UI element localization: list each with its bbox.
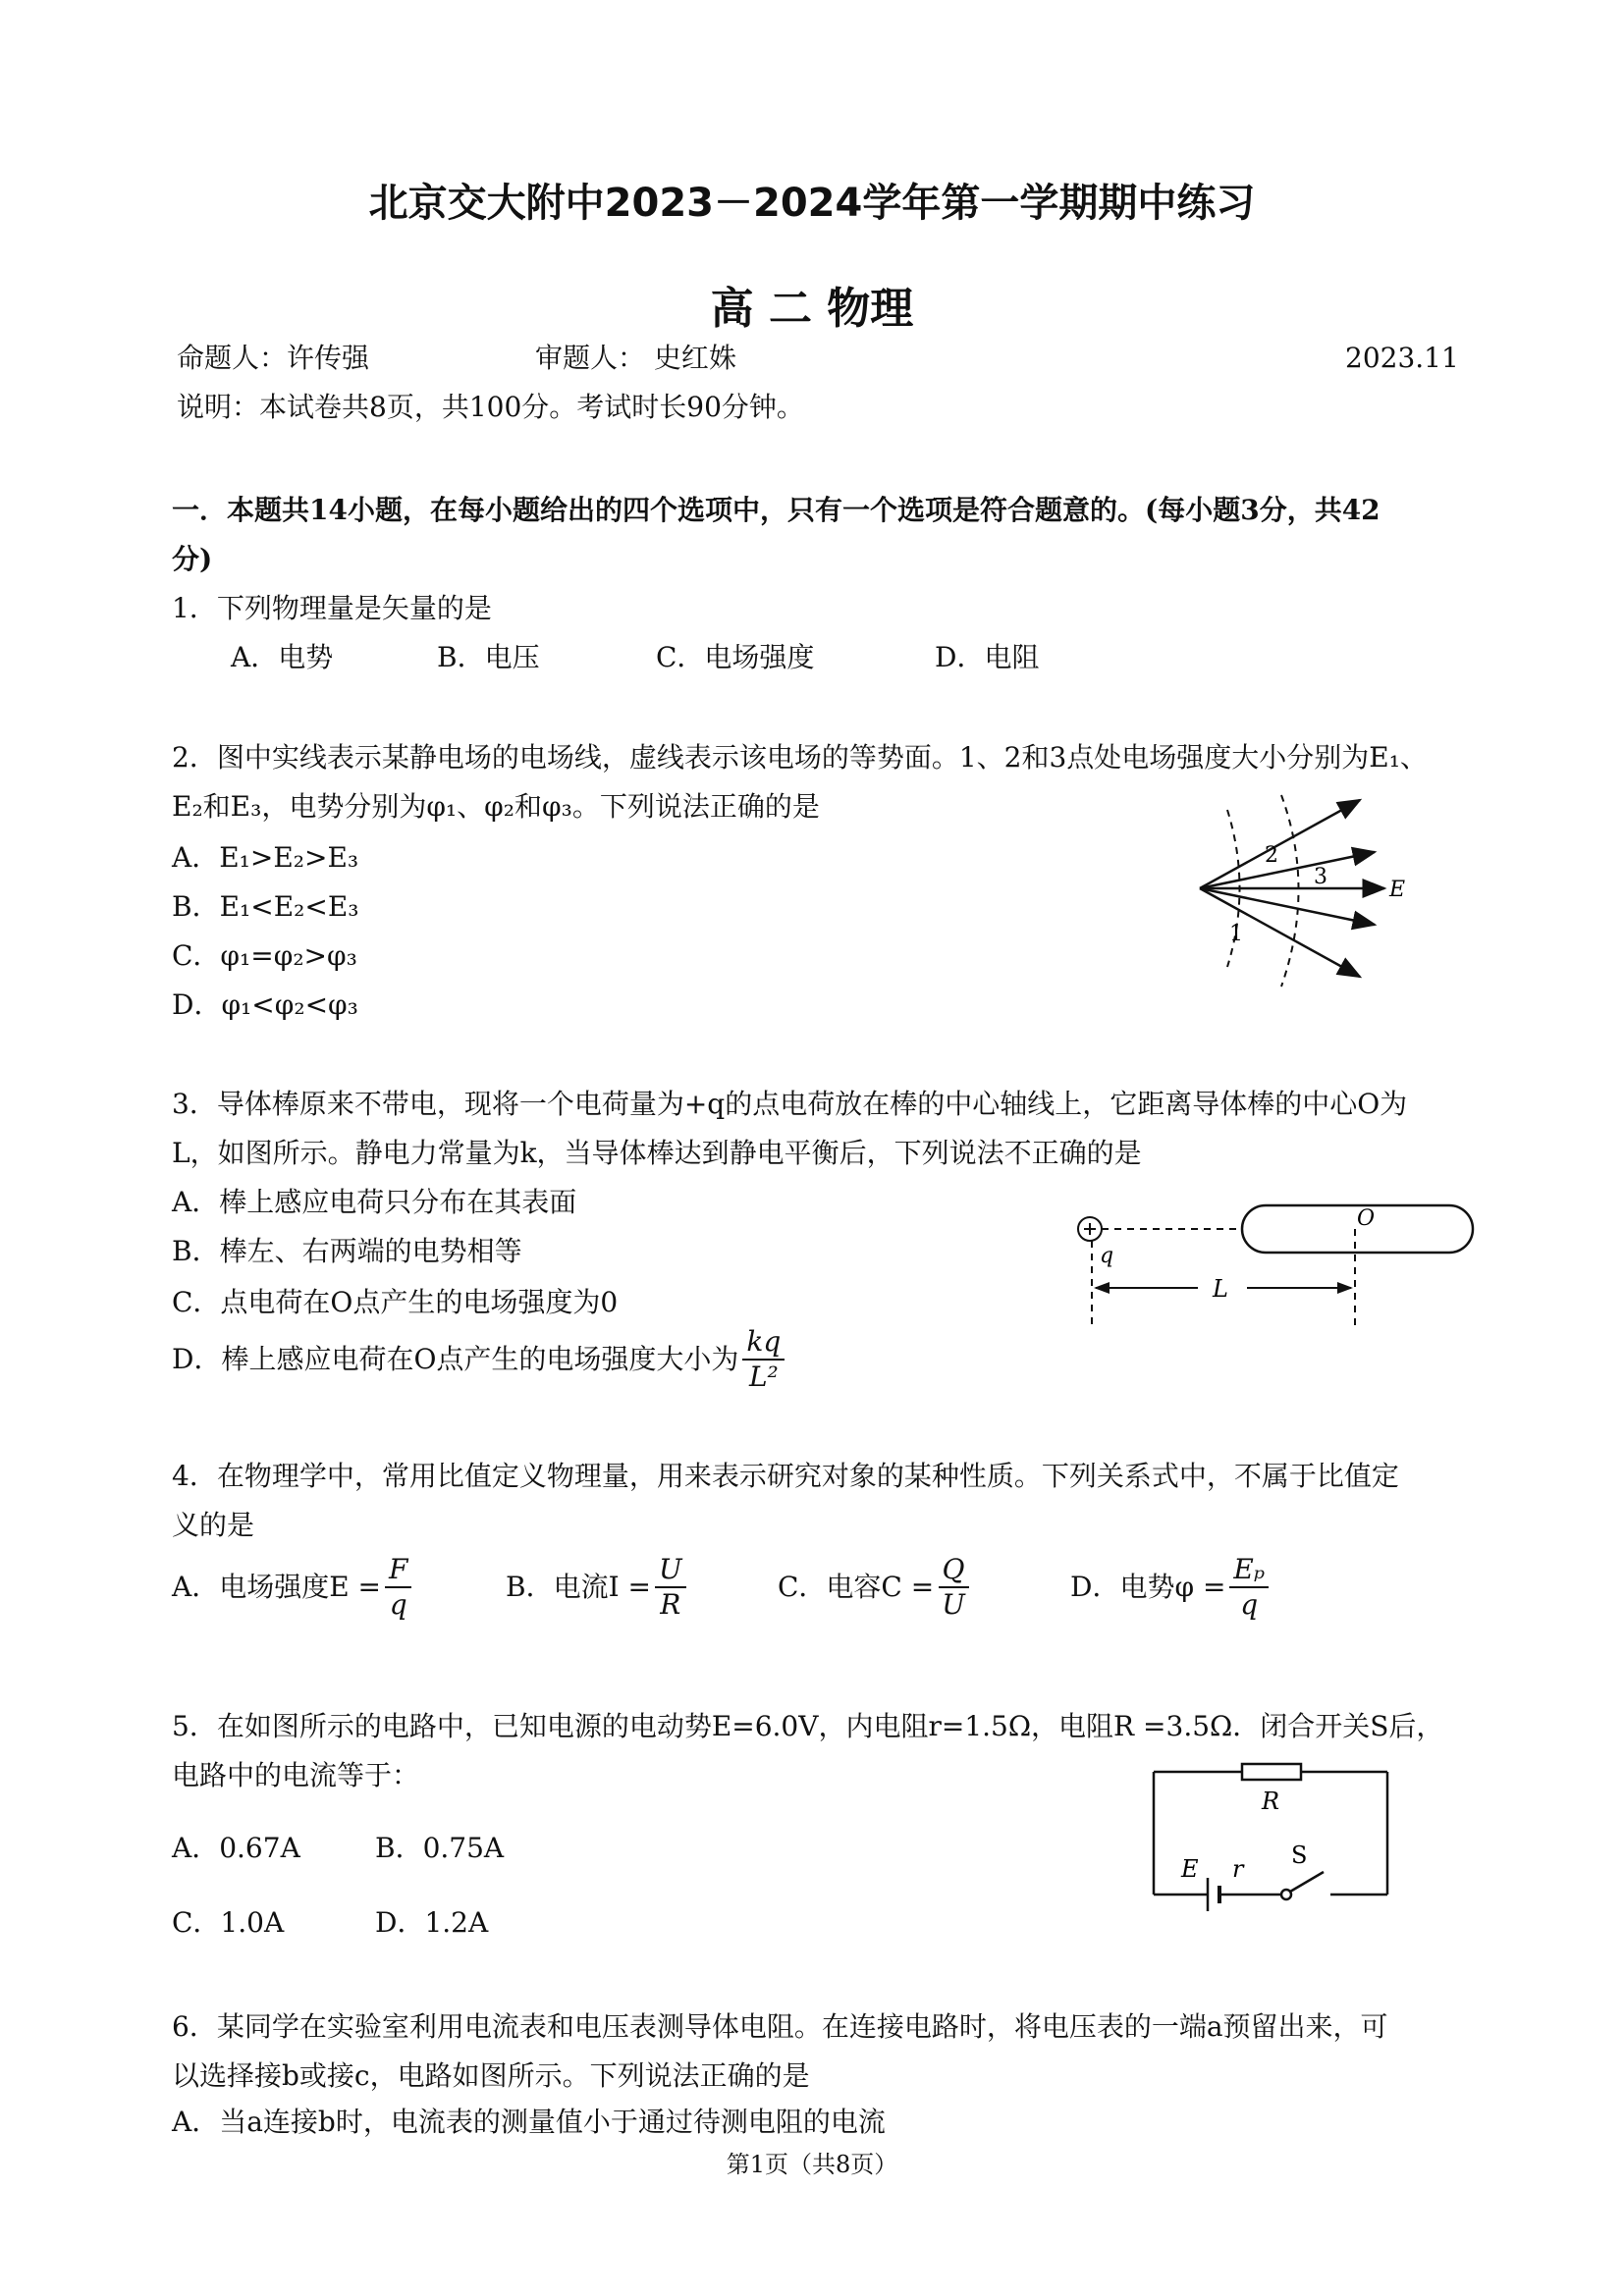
- q4-option-d-fraction: [1229, 1553, 1269, 1622]
- q5-option-a: A．0.67A: [172, 1832, 300, 1864]
- q3-option-d-fraction: [742, 1325, 785, 1394]
- q1-option-b: B．电压: [437, 641, 540, 673]
- field-line: [1200, 888, 1360, 977]
- q2-option-b: B．E₁<E₂<E₃: [172, 890, 359, 923]
- reviewer: 审题人： 史红姝: [535, 342, 736, 374]
- q6-option-a: A．当a连接b时，电流表的测量值小于通过待测电阻的电流: [172, 2106, 886, 2138]
- equipotential-line: [1281, 795, 1299, 987]
- resistor: [1242, 1764, 1301, 1780]
- q3-option-d: [172, 1325, 788, 1394]
- q3-stem-cont: L，如图所示。静电力常量为k，当导体棒达到静电平衡后，下列说法不正确的是: [172, 1137, 1142, 1169]
- switch-lever: [1290, 1872, 1324, 1892]
- exam-date: 2023.11: [1345, 342, 1459, 374]
- internal-resistance-label: r: [1232, 1855, 1244, 1883]
- q6-stem: 6．某同学在实验室利用电流表和电压表测导体电阻。在连接电路时，将电压表的一端a预留出来，可: [172, 2010, 1388, 2043]
- q4-option-b-text: B．电流I =: [506, 1571, 651, 1603]
- q2-stem-cont: E₂和E₃，电势分别为φ₁、φ₂和φ₃。下列说法正确的是: [172, 790, 820, 823]
- center-label: O: [1357, 1206, 1376, 1231]
- q3-rod-diagram: [1070, 1198, 1483, 1335]
- q4-stem-cont: 义的是: [172, 1509, 255, 1541]
- point-2-label: 2: [1265, 843, 1278, 868]
- fraction-numerator: U: [655, 1553, 686, 1588]
- page-number: 第1页（共8页）: [726, 2151, 898, 2178]
- section-heading-cont: 分): [172, 543, 213, 575]
- fraction-denominator: q: [1240, 1588, 1259, 1621]
- fraction-numerator: Eₚ: [1229, 1553, 1269, 1588]
- fraction-numerator: F: [385, 1553, 411, 1588]
- distance-label: L: [1213, 1275, 1228, 1303]
- q1-stem: 1．下列物理量是矢量的是: [172, 592, 492, 624]
- field-label: E: [1389, 878, 1406, 902]
- point-3-label: 3: [1314, 865, 1327, 889]
- q2-option-a: A．E₁>E₂>E₃: [172, 841, 359, 874]
- q1-option-c: C．电场强度: [656, 641, 815, 673]
- q4-option-b-fraction: [655, 1553, 686, 1622]
- q3-option-d-text: D．棒上感应电荷在O点产生的电场强度大小为: [172, 1343, 739, 1375]
- q2-option-c: C．φ₁=φ₂>φ₃: [172, 939, 357, 972]
- arrow-head: [1094, 1282, 1110, 1294]
- section-heading: 一．本题共14小题，在每小题给出的四个选项中，只有一个选项是符合题意的。(每小题3分，共42: [172, 494, 1380, 526]
- switch-label: S: [1291, 1842, 1308, 1869]
- arrow-head: [1337, 1282, 1353, 1294]
- q4-option-a-text: A．电场强度E =: [172, 1571, 382, 1603]
- q4-stem: 4．在物理学中，常用比值定义物理量，用来表示研究对象的某种性质。下列关系式中，不属于比值定: [172, 1460, 1399, 1492]
- q2-stem: 2．图中实线表示某静电场的电场线，虚线表示该电场的等势面。1、2和3点处电场强度大小分别为E₁、: [172, 741, 1428, 774]
- q5-option-b: B．0.75A: [375, 1832, 505, 1864]
- q5-circuit-diagram: [1144, 1742, 1399, 1914]
- q4-option-d-text: D．电势φ =: [1070, 1571, 1226, 1603]
- author: 命题人：许传强: [177, 342, 370, 374]
- q6-stem-cont: 以选择接b或接c，电路如图所示。下列说法正确的是: [172, 2059, 810, 2092]
- q5-stem: 5．在如图所示的电路中，已知电源的电动势E=6.0V，内电阻r=1.5Ω，电阻R =3.5Ω．闭合开关S后，: [172, 1710, 1444, 1742]
- exam-note: 说明：本试卷共8页，共100分。考试时长90分钟。: [177, 391, 804, 423]
- q4-option-c: [778, 1553, 973, 1622]
- school-title: 北京交大附中2023－2024学年第一学期期中练习: [368, 181, 1256, 226]
- fraction-denominator: U: [942, 1588, 965, 1621]
- field-line: [1200, 888, 1375, 925]
- q3-option-c: C．点电荷在O点产生的电场强度为0: [172, 1286, 619, 1318]
- q3-stem: 3．导体棒原来不带电，现将一个电荷量为+q的点电荷放在棒的中心轴线上，它距离导体棒的中心O为: [172, 1088, 1408, 1120]
- q3-option-a: A．棒上感应电荷只分布在其表面: [172, 1186, 577, 1218]
- fraction-denominator: q: [389, 1588, 407, 1621]
- field-line: [1200, 852, 1375, 888]
- q4-option-a: [172, 1553, 415, 1622]
- q1-option-d: D．电阻: [935, 641, 1040, 673]
- q5-option-c: C．1.0A: [172, 1906, 285, 1939]
- q5-stem-cont: 电路中的电流等于：: [172, 1759, 420, 1791]
- point-1-label: 1: [1229, 922, 1243, 946]
- q4-option-c-fraction: [938, 1553, 969, 1622]
- q2-option-d: D．φ₁<φ₂<φ₃: [172, 988, 358, 1021]
- field-line: [1200, 800, 1360, 888]
- q2-field-diagram: [1188, 775, 1414, 1001]
- charge-label: q: [1100, 1244, 1114, 1268]
- fraction-numerator: Q: [939, 1553, 969, 1588]
- fraction-denominator: L²: [748, 1361, 779, 1393]
- resistor-label: R: [1262, 1788, 1280, 1815]
- q4-option-a-fraction: [385, 1553, 411, 1622]
- q4-option-d: [1070, 1553, 1272, 1622]
- subject-title: 高 二 物理: [710, 284, 914, 334]
- q1-option-a: A．电势: [231, 641, 334, 673]
- q5-option-d: D．1.2A: [375, 1906, 489, 1939]
- fraction-denominator: R: [660, 1588, 681, 1621]
- switch-contact: [1281, 1890, 1291, 1899]
- q4-option-b: [506, 1553, 690, 1622]
- fraction-numerator: kq: [742, 1325, 785, 1361]
- q3-option-b: B．棒左、右两端的电势相等: [172, 1235, 522, 1267]
- q4-option-c-text: C．电容C =: [778, 1571, 935, 1603]
- emf-label: E: [1181, 1855, 1199, 1883]
